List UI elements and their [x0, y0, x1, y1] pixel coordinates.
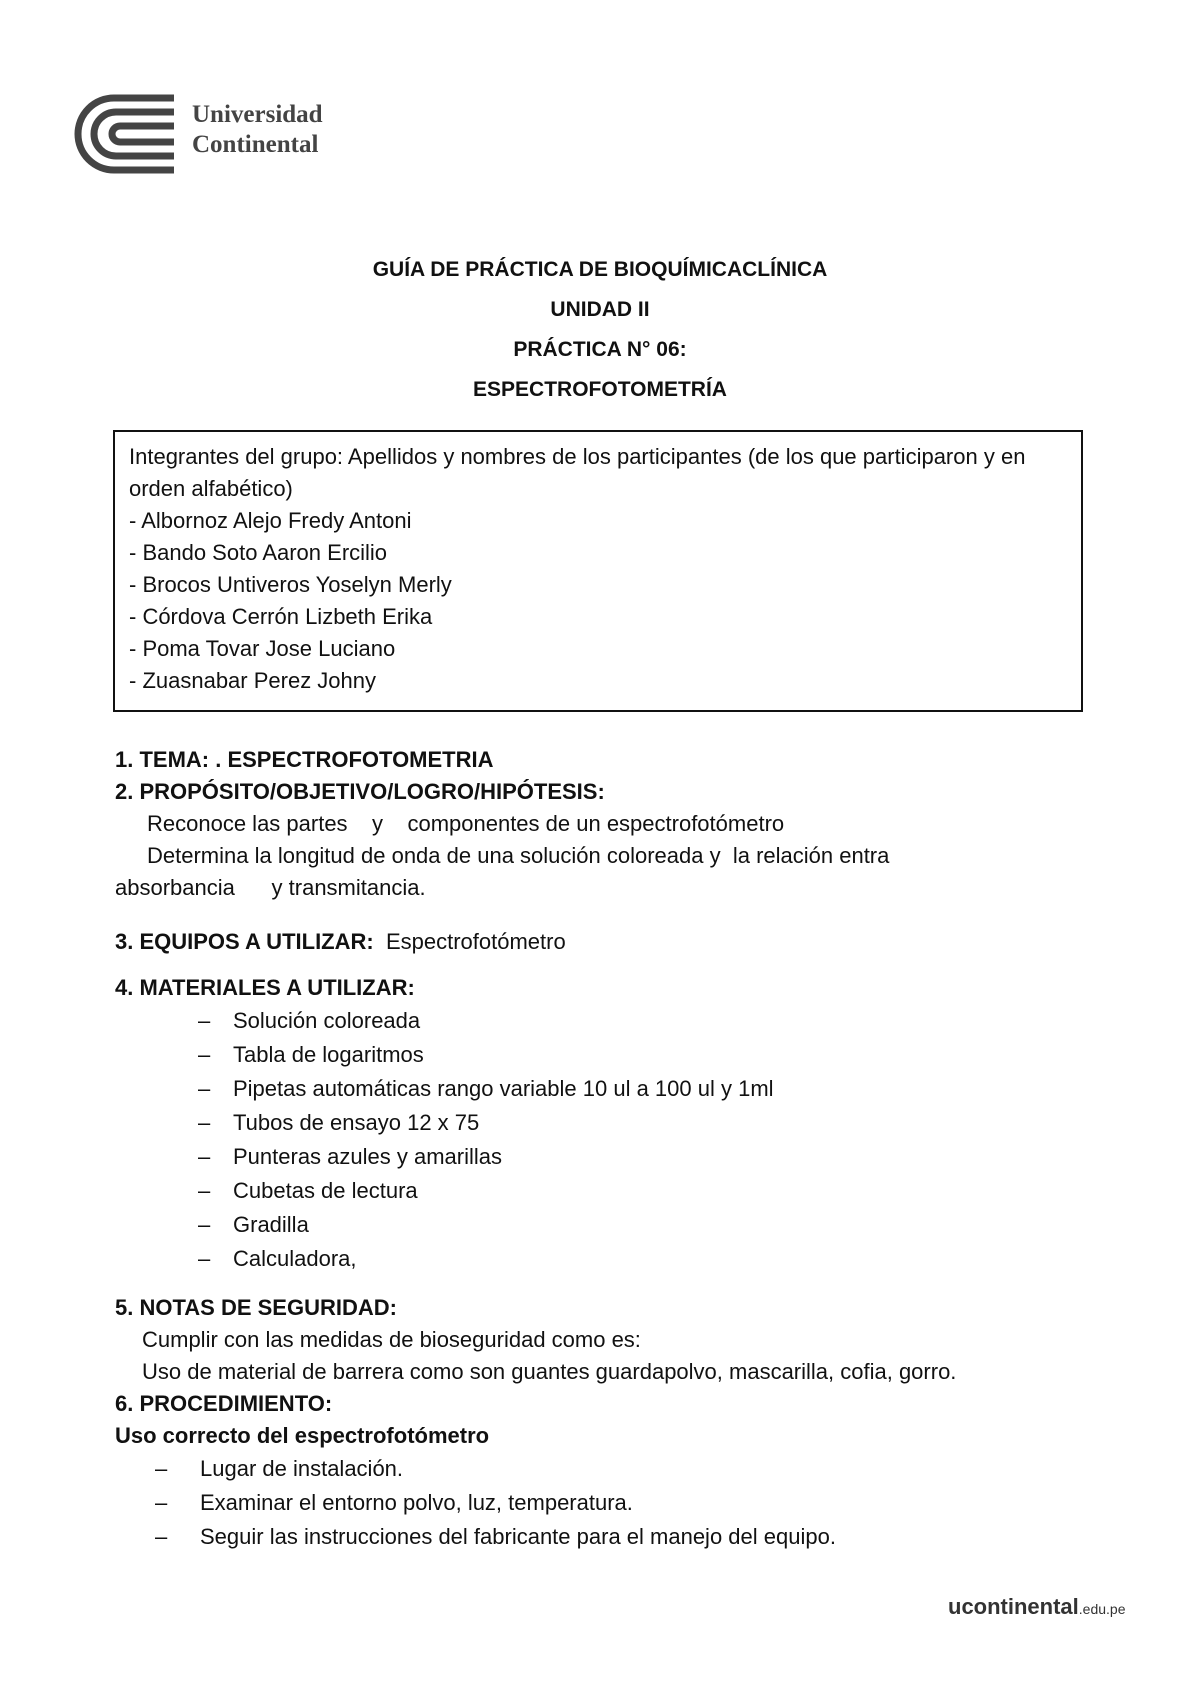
group-heading: Integrantes del grupo: Apellidos y nombres de los participantes (de los que participaron y en orden alfabético)	[129, 444, 1026, 501]
dash-marker: –	[198, 1212, 211, 1237]
section-1-heading: 1. TEMA: . ESPECTROFOTOMETRIA	[115, 747, 494, 772]
title-line-1: GUÍA DE PRÁCTICA DE BIOQUÍMICACLÍNICA	[372, 258, 828, 281]
materials-list	[115, 1004, 1075, 1276]
dash-marker: –	[155, 1524, 168, 1549]
dash-marker: –	[198, 1076, 211, 1101]
safety-line-2: Uso de material de barrera como son guantes guardapolvo, mascarilla, cofia, gorro.	[142, 1359, 957, 1384]
dash-marker: –	[155, 1490, 168, 1515]
group-members-box	[113, 430, 1083, 712]
document-title	[0, 250, 1200, 410]
logo-text-line1: Universidad	[192, 101, 323, 128]
safety-line-1: Cumplir con las medidas de bioseguridad como es:	[142, 1327, 641, 1352]
dash-marker: –	[155, 1456, 168, 1481]
group-member: - Poma Tovar Jose Luciano	[129, 636, 396, 661]
university-logo	[74, 94, 354, 174]
dash-marker: –	[198, 1144, 211, 1169]
list-item: – Cubetas de lectura	[115, 1174, 1075, 1208]
dash-marker: –	[198, 1042, 211, 1067]
footer-main: ucontinental	[948, 1594, 1079, 1619]
list-item: – Tabla de logaritmos	[115, 1038, 1075, 1072]
section-2-heading: 2. PROPÓSITO/OBJETIVO/LOGRO/HIPÓTESIS:	[115, 779, 605, 804]
section-5-heading: 5. NOTAS DE SEGURIDAD:	[115, 1295, 397, 1320]
document-body	[115, 744, 1075, 1554]
dash-marker: –	[198, 1110, 211, 1135]
objective-line-1: Reconoce las partes y componentes de un espectrofotómetro	[147, 811, 785, 836]
footer-website	[948, 1594, 1126, 1620]
list-item: – Gradilla	[115, 1208, 1075, 1242]
logo-mark-icon	[74, 94, 178, 174]
list-item: – Punteras azules y amarillas	[115, 1140, 1075, 1174]
objective-line-2: Determina la longitud de onda de una solución coloreada y la relación entra	[147, 843, 890, 868]
list-item: – Pipetas automáticas rango variable 10 ul a 100 ul y 1ml	[115, 1072, 1075, 1106]
group-member: - Brocos Untiveros Yoselyn Merly	[129, 572, 452, 597]
list-item: – Calculadora,	[115, 1242, 1075, 1276]
section-3-heading: 3. EQUIPOS A UTILIZAR:	[115, 929, 374, 954]
equipment-value: Espectrofotómetro	[385, 929, 566, 954]
section-6-heading: 6. PROCEDIMIENTO:	[115, 1391, 333, 1416]
title-line-3: PRÁCTICA N° 06:	[513, 338, 687, 361]
group-member: - Zuasnabar Perez Johny	[129, 668, 377, 693]
list-item: – Solución coloreada	[115, 1004, 1075, 1038]
dash-marker: –	[198, 1008, 211, 1033]
list-item: – Tubos de ensayo 12 x 75	[115, 1106, 1075, 1140]
group-member: - Bando Soto Aaron Ercilio	[129, 540, 388, 565]
dash-marker: –	[198, 1178, 211, 1203]
list-item: – Lugar de instalación.	[115, 1452, 1075, 1486]
procedure-subheading: Uso correcto del espectrofotómetro	[115, 1423, 490, 1448]
list-item: – Examinar el entorno polvo, luz, temperatura.	[115, 1486, 1075, 1520]
dash-marker: –	[198, 1246, 211, 1271]
objective-line-3: absorbancia y transmitancia.	[115, 875, 426, 900]
procedure-list	[115, 1452, 1075, 1554]
logo-text-line2: Continental	[192, 131, 319, 158]
list-item: – Seguir las instrucciones del fabricante para el manejo del equipo.	[115, 1520, 1075, 1554]
section-3-row	[115, 926, 1075, 958]
title-line-2: UNIDAD II	[550, 298, 650, 321]
group-member: - Córdova Cerrón Lizbeth Erika	[129, 604, 433, 629]
title-line-4: ESPECTROFOTOMETRÍA	[473, 378, 727, 401]
section-4-heading: 4. MATERIALES A UTILIZAR:	[115, 975, 415, 1000]
footer-suffix: .edu.pe	[1078, 1601, 1126, 1617]
group-member: - Albornoz Alejo Fredy Antoni	[129, 508, 412, 533]
